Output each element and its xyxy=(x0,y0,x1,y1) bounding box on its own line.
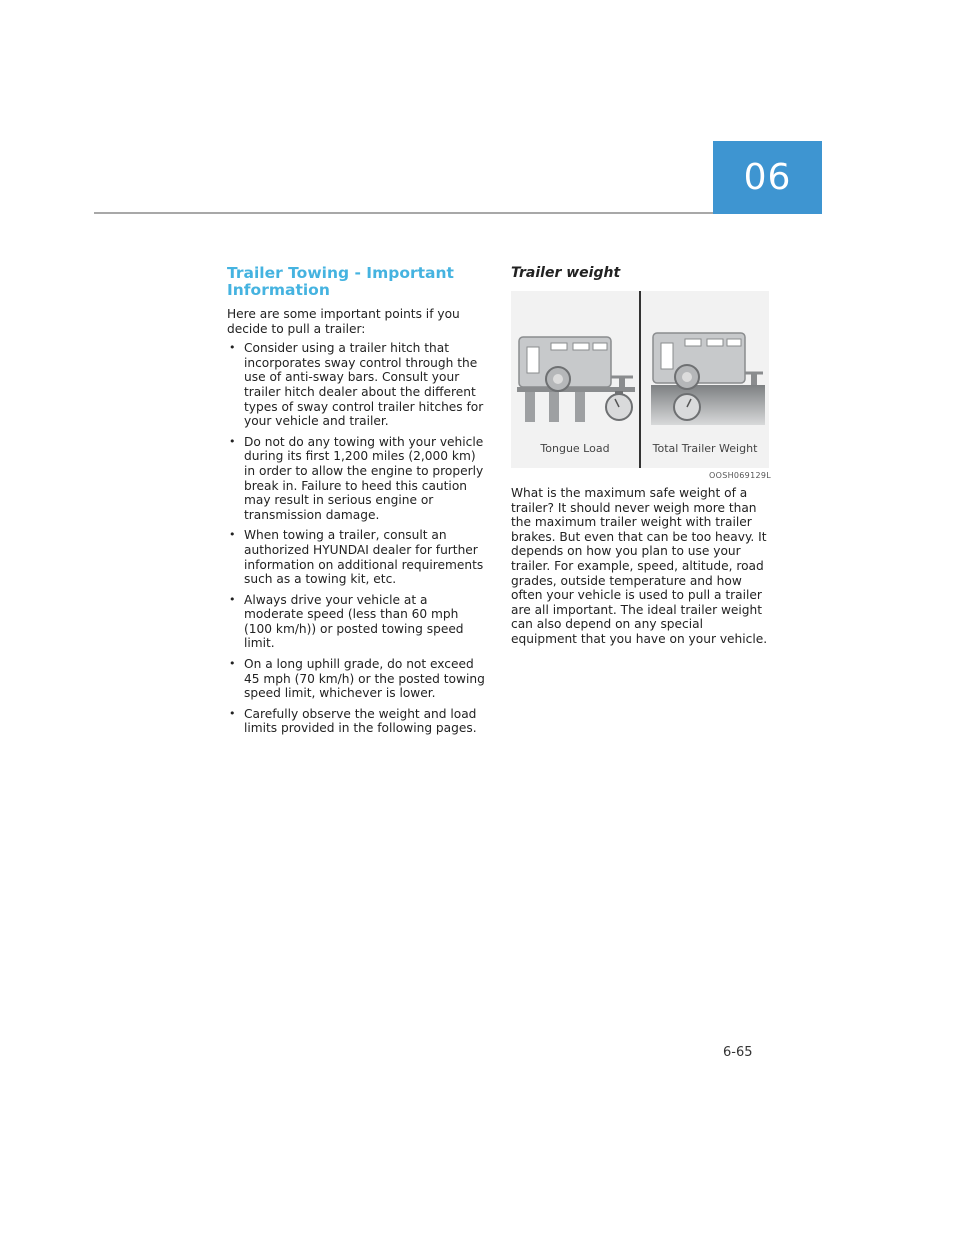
chapter-tab xyxy=(713,141,822,214)
bullet-list xyxy=(227,341,489,736)
bullet-item: • Always drive your vehicle at a moderate speed (less than 60 mph (100 km/h)) or posted towing speed limit. xyxy=(227,593,489,651)
tongue-load-illustration xyxy=(511,291,639,441)
right-column xyxy=(511,265,771,652)
bullet-item: • When towing a trailer, consult an authorized HYUNDAI dealer for further information on additional requirements such as a towing kit, etc. xyxy=(227,528,489,586)
total-trailer-weight-illustration xyxy=(641,291,769,441)
bullet-item: • Do not do any towing with your vehicle during its first 1,200 miles (2,000 km) in order to allow the engine to properly break in. Failure to heed this caution may result in serious engine or transmission damage. xyxy=(227,435,489,523)
section-title: Trailer Towing - Important Information xyxy=(227,264,454,299)
figure-code: OOSH069129L xyxy=(709,471,771,480)
header-rule xyxy=(94,212,714,214)
chapter-number: 06 xyxy=(743,157,792,198)
page-number: 6-65 xyxy=(723,1045,753,1060)
intro-text: Here are some important points if you decide to pull a trailer: xyxy=(227,307,460,336)
tongue-load-label: Tongue Load xyxy=(540,442,610,455)
trailer-weight-paragraph: What is the maximum safe weight of a trailer? It should never weigh more than the maximum trailer weight with trailer brakes. But even that can be too heavy. It depends on how you plan to use your trailer. For example, speed, altitude, road grades, outside temperature and how often your vehicle is used to pull a trailer are all important. The ideal trailer weight can also depend on any special equipment that you have on your vehicle. xyxy=(511,486,768,646)
total-trailer-weight-label: Total Trailer Weight xyxy=(652,442,758,455)
bullet-item: • Carefully observe the weight and load limits provided in the following pages. xyxy=(227,707,489,736)
subtitle: Trailer weight xyxy=(511,265,621,281)
bullet-item: • On a long uphill grade, do not exceed 45 mph (70 km/h) or the posted towing speed limit, whichever is lower. xyxy=(227,657,489,701)
bullet-item: • Consider using a trailer hitch that incorporates sway control through the use of anti-sway bars. Consult your trailer hitch dealer about the different types of sway control trailer hitches for your vehicle and trailer. xyxy=(227,341,489,429)
trailer-weight-figure xyxy=(511,291,769,468)
left-column xyxy=(227,265,489,742)
